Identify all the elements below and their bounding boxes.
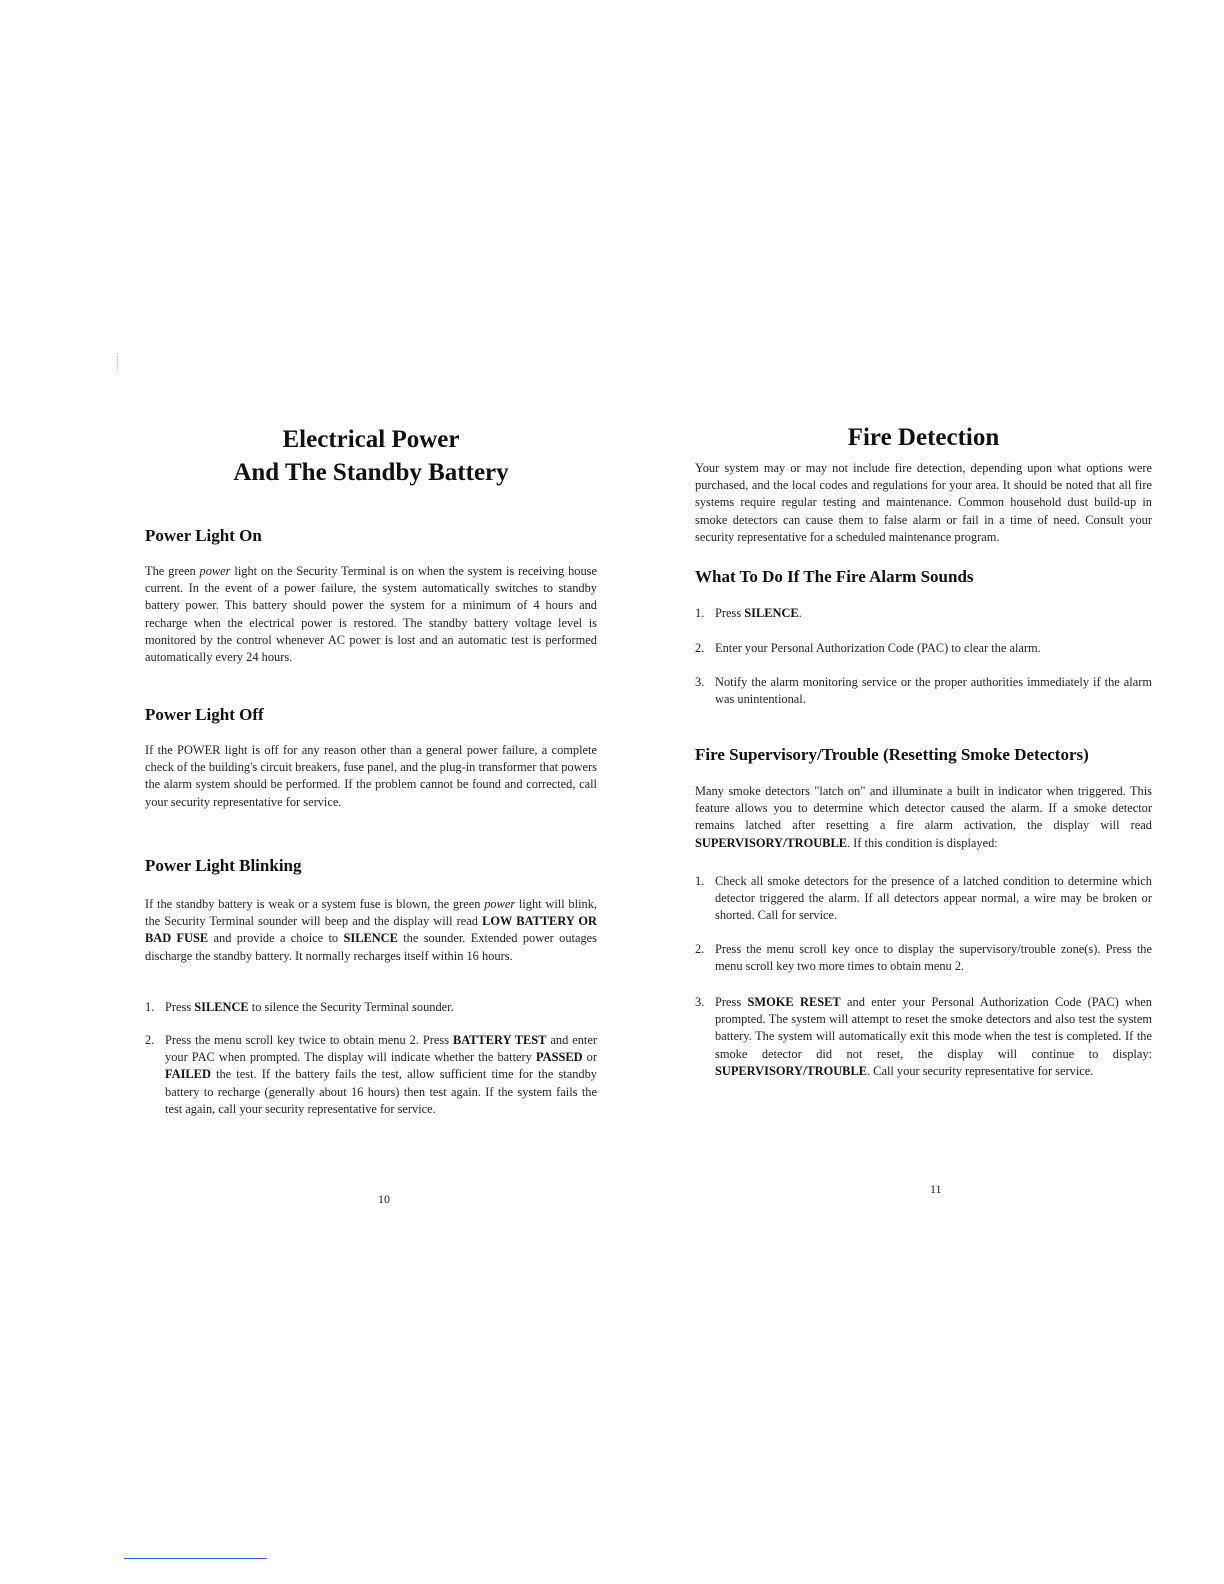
scan-mark-left [117, 356, 119, 370]
list-item: 1. Press SILENCE. [695, 606, 802, 620]
battery-steps-list-2 [145, 1032, 597, 1118]
list-item: 3. Press SMOKE RESET and enter your Personal Authorization Code (PAC) when prompted. The system will attempt to reset the smoke detectors and also test the system battery. The system will automatically exit this mode when the test is completed. If the smoke detector did not reset, the display will continue to display: SUPERVISORY/TROUBLE. Call your security representative for service. [695, 995, 1152, 1078]
page-number-right: 11 [930, 1182, 942, 1196]
page-number-left: 10 [378, 1192, 390, 1206]
paragraph-fire-supervisory: Many smoke detectors "latch on" and illuminate a built in indicator when triggered. This feature allows you to determine which detector caused the alarm. If a smoke detector remains latched after resetting a fire alarm activation, the display will read SUPERVISORY/TROUBLE. If this condition is displayed: [695, 784, 1152, 850]
left-title-line2: And The Standby Battery [233, 459, 509, 486]
supervisory-steps-2 [695, 941, 1152, 975]
fire-steps-1 [695, 605, 1152, 622]
fire-steps-3 [695, 674, 1152, 708]
paragraph-power-light-blinking: If the standby battery is weak or a system fuse is blown, the green power light will blink, the Security Terminal sounder will beep and the display will read LOW BATTERY OR BAD FUSE and provide a choice to SILENCE the sounder. Extended power outages discharge the standby battery. It normally recharges itself within 16 hours. [145, 897, 598, 963]
paragraph-power-light-on: The green power light on the Security Terminal is on when the system is receiving house current. In the event of a power failure, the system automatically switches to standby battery power. This battery should power the system for a minimum of 4 hours and recharge when the electrical power is restored. The standby battery voltage level is monitored by the control whenever AC power is lost and an automatic test is performed automatically every 24 hours. [145, 564, 597, 665]
list-item: 2. Enter your Personal Authorization Code (PAC) to clear the alarm. [695, 641, 1041, 655]
list-item: 3. Notify the alarm monitoring service or the proper authorities immediately if the alarm was unintentional. [695, 675, 1152, 707]
supervisory-steps-3 [695, 994, 1152, 1080]
battery-steps-list [145, 999, 597, 1016]
heading-power-light-blinking: Power Light Blinking [145, 856, 302, 875]
list-item: 1. Check all smoke detectors for the presence of a latched condition to determine which detector triggered the alarm. If all detectors appear normal, a wire may be broken or shorted. Call for service. [695, 874, 1152, 923]
fire-steps-2 [695, 640, 1152, 657]
paragraph-power-light-off: If the POWER light is off for any reason other than a general power failure, a complete check of the building's circuit breakers, fuse panel, and the plug-in transformer that powers the alarm system should be performed. If the problem cannot be found and corrected, call your security representative for service. [145, 743, 597, 809]
heading-fire-alarm-sounds: What To Do If The Fire Alarm Sounds [695, 567, 974, 586]
supervisory-steps-1 [695, 873, 1152, 925]
paragraph-fire-intro: Your system may or may not include fire detection, depending upon what options were purchased, and the local codes and regulations for your area. It should be noted that all fire systems require regular testing and maintenance. Common household dust build-up in smoke detectors can cause them to false alarm or fail in a time of need. Consult your security representative for a scheduled maintenance program. [695, 461, 1152, 544]
heading-power-light-on: Power Light On [145, 526, 262, 545]
list-item: 2. Press the menu scroll key twice to obtain menu 2. Press BATTERY TEST and enter your PAC when prompted. The display will indicate whether the battery PASSED or FAILED the test. If the battery fails the test, allow sufficient time for the standby battery to recharge (generally about 16 hours) then test again. If the system fails the test again, call your security representative for service. [145, 1033, 597, 1116]
list-item: 1. Press SILENCE to silence the Security Terminal sounder. [145, 1000, 454, 1014]
right-title: Fire Detection [847, 424, 1000, 451]
heading-fire-supervisory: Fire Supervisory/Trouble (Resetting Smoke Detectors) [695, 745, 1089, 764]
heading-power-light-off: Power Light Off [145, 705, 264, 724]
left-title-line1: Electrical Power [282, 426, 460, 453]
footer-rule [124, 1558, 267, 1559]
list-item: 2. Press the menu scroll key once to display the supervisory/trouble zone(s). Press the menu scroll key two more times to obtain menu 2. [695, 942, 1152, 974]
